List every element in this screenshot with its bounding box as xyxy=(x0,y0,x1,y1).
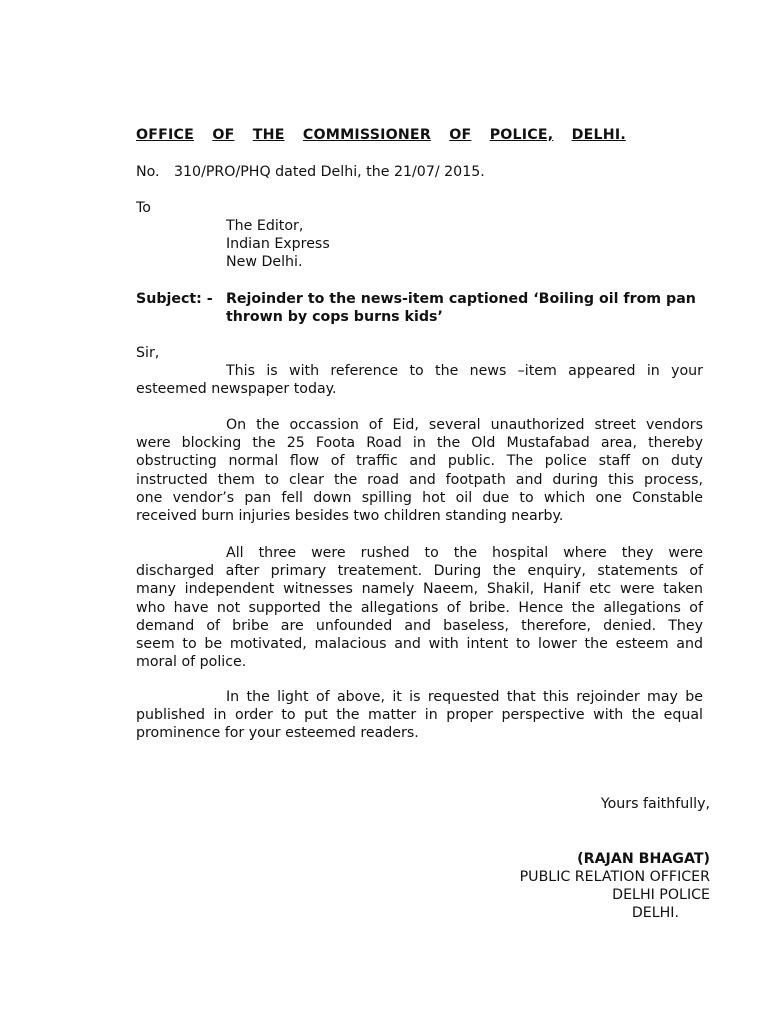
reference-text: 310/PRO/PHQ dated Delhi, the 21/07/ 2015. xyxy=(174,164,485,180)
address-line: New Delhi. xyxy=(226,254,303,271)
paragraph-line: one vendor’s pan fell down spilling hot oil due to which one Constable xyxy=(136,489,703,506)
paragraph-4 xyxy=(136,688,703,743)
office-heading-word: COMMISSIONER xyxy=(302,127,431,143)
paragraph-line: instructed them to clear the road and footpath and during this process, xyxy=(136,471,703,488)
paragraph-line: obstructing normal flow of traffic and public. The police staff on duty xyxy=(136,453,703,470)
signatory-title-line: DELHI POLICE xyxy=(612,887,710,904)
reference-no-label: No. xyxy=(136,164,160,180)
paragraph-2 xyxy=(136,416,703,525)
office-heading-word: POLICE, xyxy=(489,127,554,143)
paragraph-line: were blocking the 25 Foota Road in the Old Mustafabad area, thereby xyxy=(136,435,703,452)
paragraph-line: many independent witnesses namely Naeem, Shakil, Hanif etc were taken xyxy=(136,581,703,598)
to-label: To xyxy=(136,200,151,216)
address-line: The Editor, xyxy=(226,218,304,234)
closing-line: Yours faithfully, xyxy=(600,796,710,812)
signatory-title-line: PUBLIC RELATION OFFICER xyxy=(519,869,710,885)
paragraph-line: demand of bribe are unfounded and baseless, therefore, denied. They xyxy=(136,617,703,634)
signatory-title-line: DELHI. xyxy=(631,905,679,922)
paragraph-line: moral of police. xyxy=(136,654,247,671)
reference-line xyxy=(136,163,485,181)
paragraph-1 xyxy=(136,362,703,398)
paragraph-line: This is with reference to the news –item appeared in your xyxy=(226,363,703,379)
paragraph-line: seem to be motivated, malacious and with intent to lower the esteem and xyxy=(136,635,703,652)
paragraph-line: On the occassion of Eid, several unauthorized street vendors xyxy=(226,417,703,433)
office-heading xyxy=(136,126,626,144)
signatory-name: (RAJAN BHAGAT) xyxy=(577,851,710,867)
office-heading-word: OF xyxy=(449,127,472,143)
subject-label: Subject: - xyxy=(136,291,213,307)
signatory-title-block xyxy=(500,868,710,923)
office-heading-word: OF xyxy=(212,127,235,143)
paragraph-line: published in order to put the matter in proper perspective with the equal xyxy=(136,707,703,724)
paragraph-line: who have not supported the allegations of bribe. Hence the allegations of xyxy=(136,599,703,616)
recipient-address xyxy=(226,217,330,272)
paragraph-3 xyxy=(136,544,703,671)
paragraph-line: All three were rushed to the hospital where they were xyxy=(226,545,703,561)
paragraph-line: received burn injuries besides two children standing nearby. xyxy=(136,507,564,524)
paragraph-line: discharged after primary treatement. During the enquiry, statements of xyxy=(136,563,703,580)
office-heading-word: DELHI. xyxy=(571,127,626,143)
subject-text: Rejoinder to the news-item captioned ‘Boiling oil from pan thrown by cops burns kids’ xyxy=(226,291,696,326)
salutation: Sir, xyxy=(136,345,160,361)
office-heading-word: OFFICE xyxy=(136,127,195,143)
paragraph-line: esteemed newspaper today. xyxy=(136,381,337,398)
paragraph-line: prominence for your esteemed readers. xyxy=(136,725,419,742)
office-heading-word: THE xyxy=(252,127,285,143)
paragraph-line: In the light of above, it is requested that this rejoinder may be xyxy=(226,689,703,705)
address-line: Indian Express xyxy=(226,236,330,253)
